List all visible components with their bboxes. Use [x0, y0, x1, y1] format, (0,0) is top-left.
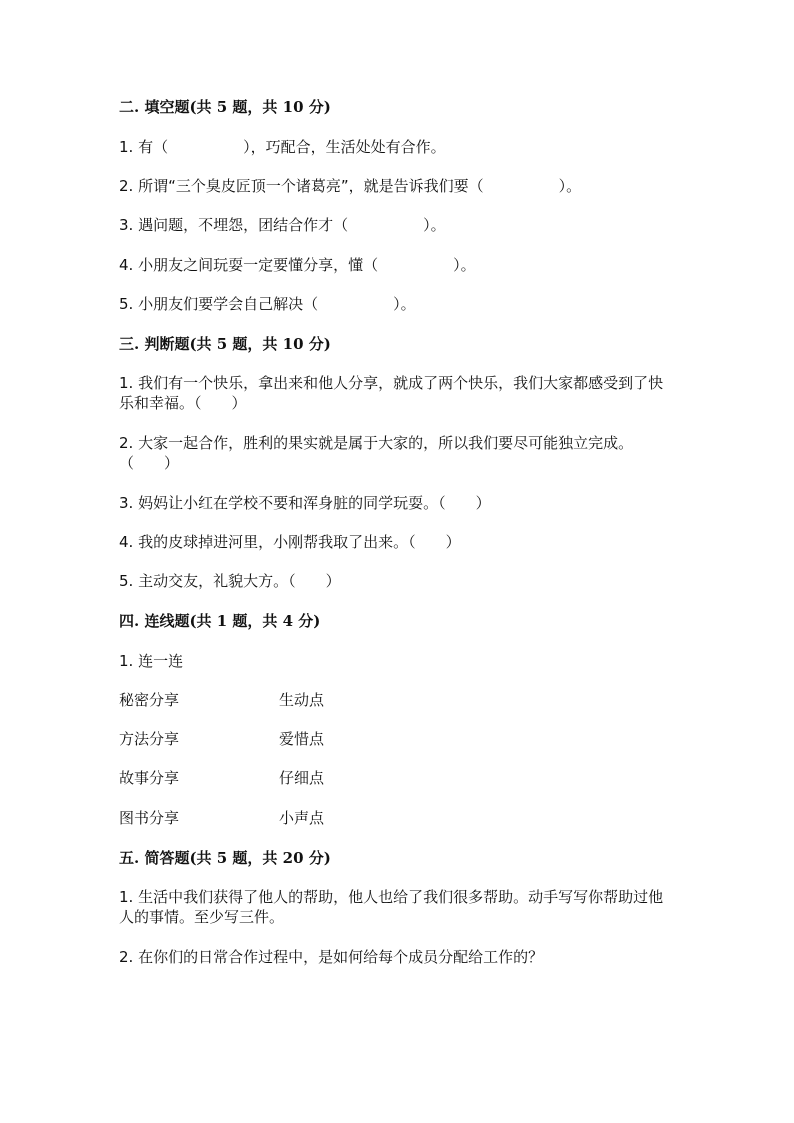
- fill-question-1: 1. 有（ ），巧配合，生活处处有合作。: [119, 138, 446, 156]
- short-question-1: 1. 生活中我们获得了他人的帮助，他人也给了我们很多帮助。动手写写你帮助过他人的事情。至少写三件。: [119, 888, 664, 926]
- match-left-2: 方法分享: [119, 730, 180, 748]
- judge-question-3: 3. 妈妈让小红在学校不要和浑身脏的同学玩耍。（ ）: [119, 494, 491, 512]
- judge-question-2: 2. 大家一起合作，胜利的果实就是属于大家的，所以我们要尽可能独立完成。（ ）: [119, 434, 634, 472]
- match-left-3: 故事分享: [119, 769, 180, 787]
- fill-question-4: 4. 小朋友之间玩耍一定要懂分享，懂（ ）。: [119, 256, 476, 274]
- section-match-title: 四. 连线题(共 1 题，共 4 分): [119, 612, 321, 630]
- match-right-2: 爱惜点: [279, 730, 325, 748]
- fill-question-2: 2. 所谓“三个臭皮匠顶一个诸葛亮”，就是告诉我们要（ ）。: [119, 177, 582, 195]
- match-left-4: 图书分享: [119, 809, 180, 827]
- match-right-4: 小声点: [279, 809, 325, 827]
- short-question-2: 2. 在你们的日常合作过程中，是如何给每个成员分配给工作的？: [119, 948, 544, 966]
- fill-question-5: 5. 小朋友们要学会自己解决（ ）。: [119, 295, 416, 313]
- match-right-3: 仔细点: [279, 769, 325, 787]
- judge-question-1: 1. 我们有一个快乐，拿出来和他人分享，就成了两个快乐，我们大家都感受到了快乐和幸福。（ ）: [119, 374, 664, 412]
- match-left-1: 秘密分享: [119, 691, 180, 709]
- fill-question-3: 3. 遇问题，不埋怨，团结合作才（ ）。: [119, 216, 446, 234]
- match-right-1: 生动点: [279, 691, 325, 709]
- judge-question-4: 4. 我的皮球掉进河里，小刚帮我取了出来。（ ）: [119, 533, 461, 551]
- match-prompt: 1. 连一连: [119, 652, 184, 670]
- section-fill-title: 二. 填空题(共 5 题，共 10 分): [119, 98, 331, 116]
- section-judge-title: 三. 判断题(共 5 题，共 10 分): [119, 335, 331, 353]
- judge-question-5: 5. 主动交友，礼貌大方。（ ）: [119, 572, 341, 590]
- section-short-title: 五. 简答题(共 5 题，共 20 分): [119, 849, 331, 867]
